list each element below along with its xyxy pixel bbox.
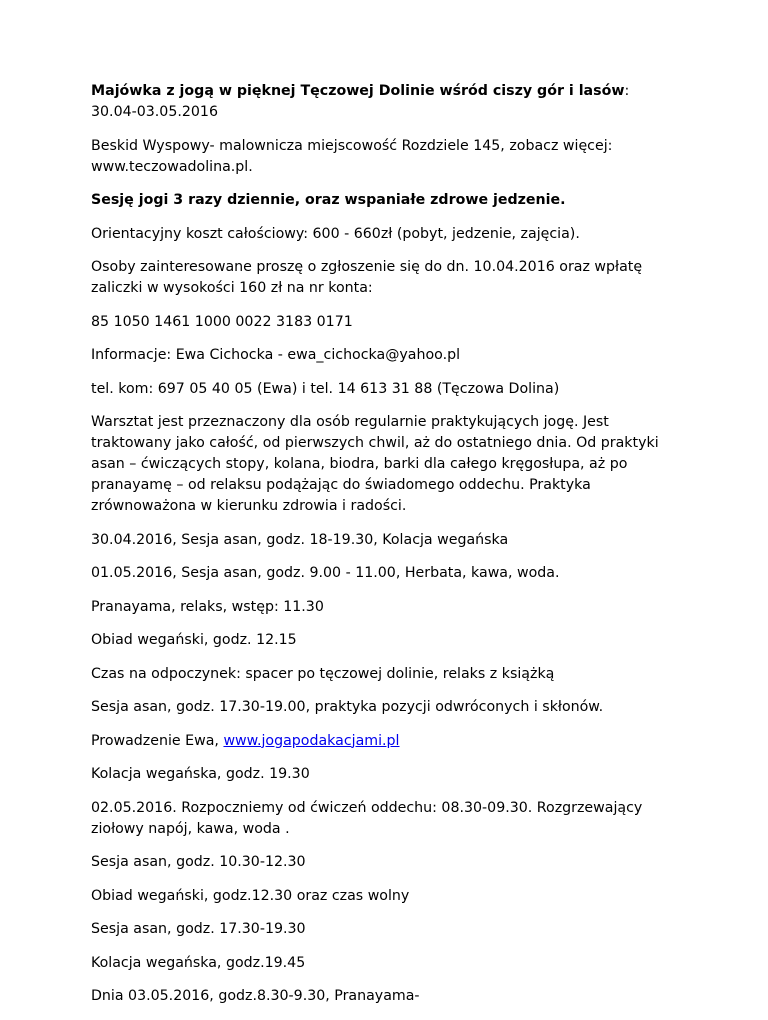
event-title-colon: :	[624, 83, 630, 99]
schedule-dinner3: Kolacja wegańska, godz.19.45	[91, 954, 306, 971]
document-page	[91, 81, 691, 1020]
phone-info: tel. kom: 697 05 40 05 (Ewa) i tel. 14 613 31 88 (Tęczowa Dolina)	[91, 380, 560, 397]
schedule-rest: Czas na odpoczynek: spacer po tęczowej dolinie, relaks z książką	[91, 665, 555, 682]
led-by-paragraph	[91, 731, 691, 752]
website-link[interactable]: www.jogapodakacjami.pl	[223, 732, 400, 749]
event-dates: 30.04-03.05.2016	[91, 104, 218, 120]
led-by-label: Prowadzenie Ewa,	[91, 732, 224, 749]
signup-paragraph: Osoby zainteresowane proszę o zgłoszenie się do dn. 10.04.2016 oraz wpłatę zaliczki w wysokości 160 zł na nr konta:	[91, 259, 643, 296]
bank-account: 85 1050 1461 1000 0022 3183 0171	[91, 313, 353, 330]
schedule-evening-session3: Sesja asan, godz. 17.30-19.30	[91, 921, 306, 937]
sessions-highlight: Sesję jogi 3 razy dziennie, oraz wspaniałe zdrowe jedzenie.	[91, 192, 566, 208]
location-paragraph: Beskid Wyspowy- malownicza miejscowość Rozdziele 145, zobacz więcej: www.teczowadolina.pl.	[91, 137, 613, 175]
workshop-description: Warsztat jest przeznaczony dla osób regularnie praktykujących jogę. Jest traktowany jako całość, od pierwszych chwil, aż do ostatniego dnia. Od praktyki asan – ćwiczących stopy, kolana, biodra, barki dla całego kręgosłupa, aż po pranayamę – od relaksu podążając do świadomego oddechu. Praktyka zrównoważona w kierunku zdrowia i radości.	[91, 414, 659, 514]
schedule-lunch1: Obiad wegański, godz. 12.15	[91, 632, 297, 648]
schedule-day4: Dnia 03.05.2016, godz.8.30-9.30, Pranayama-	[91, 988, 420, 1004]
schedule-day2: 01.05.2016, Sesja asan, godz. 9.00 - 11.00, Herbata, kawa, woda.	[91, 565, 560, 581]
schedule-day1: 30.04.2016, Sesja asan, godz. 18-19.30, Kolacja wegańska	[91, 531, 509, 548]
event-title: Majówka z jogą w pięknej Tęczowej Dolinie wśród ciszy gór i lasów	[91, 83, 625, 99]
schedule-lunch3: Obiad wegański, godz.12.30 oraz czas wolny	[91, 887, 410, 904]
schedule-morning-session3: Sesja asan, godz. 10.30-12.30	[91, 854, 306, 870]
cost-paragraph: Orientacyjny koszt całościowy: 600 - 660zł (pobyt, jedzenie, zajęcia).	[91, 225, 580, 242]
schedule-pranayama: Pranayama, relaks, wstęp: 11.30	[91, 598, 324, 615]
schedule-evening-session1: Sesja asan, godz. 17.30-19.00, praktyka pozycji odwróconych i skłonów.	[91, 699, 604, 715]
contact-info: Informacje: Ewa Cichocka - ewa_cichocka@yahoo.pl	[91, 347, 461, 363]
schedule-day3: 02.05.2016. Rozpoczniemy od ćwiczeń oddechu: 08.30-09.30. Rozgrzewający ziołowy napój, kawa, woda .	[91, 799, 643, 837]
schedule-dinner1: Kolacja wegańska, godz. 19.30	[91, 766, 310, 782]
event-heading	[91, 81, 691, 123]
